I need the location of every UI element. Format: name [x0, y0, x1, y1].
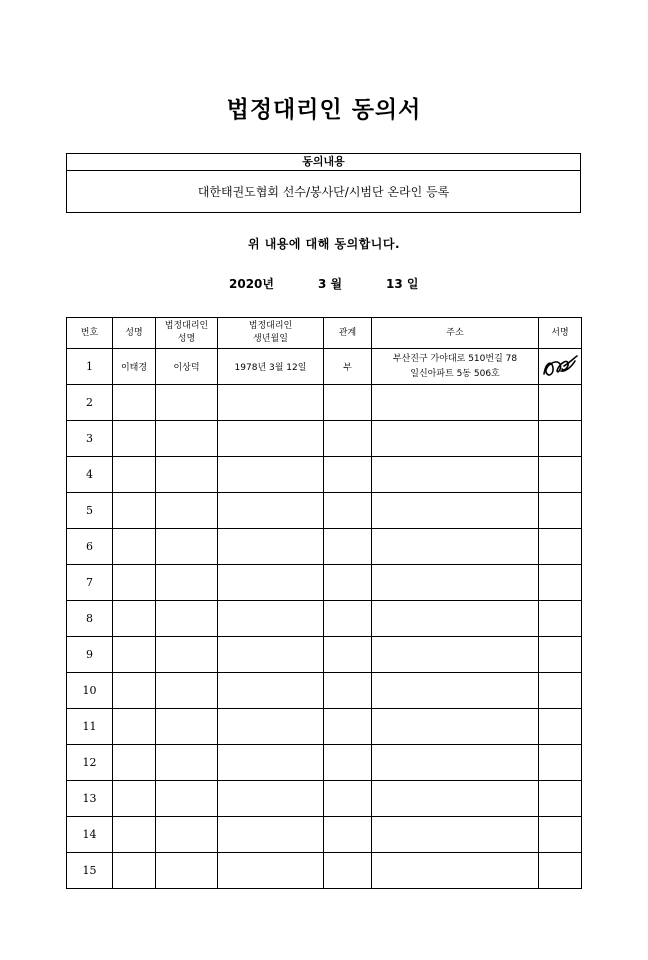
- table-row: [67, 457, 582, 493]
- relation-cell: [324, 817, 372, 853]
- table-row: [67, 853, 582, 889]
- participant-name-cell: [113, 385, 156, 421]
- consent-table: [66, 317, 582, 889]
- header-signature: 서명: [539, 318, 582, 349]
- guardian-name-cell: [156, 637, 218, 673]
- address-cell: [372, 781, 539, 817]
- address-line2: 일신아파트 5동 506호: [410, 368, 500, 379]
- date-year: 2020년: [229, 277, 274, 291]
- address-cell: [372, 853, 539, 889]
- guardian-name-cell: [156, 421, 218, 457]
- handwritten-signature-icon: [540, 352, 580, 382]
- participant-name-cell: [113, 493, 156, 529]
- address-cell: [372, 637, 539, 673]
- date-month: 3 월: [318, 277, 343, 291]
- table-row: [67, 637, 582, 673]
- table-row: [67, 817, 582, 853]
- table-row: [67, 421, 582, 457]
- guardian-birth-cell: [218, 385, 324, 421]
- participant-name-cell: [113, 457, 156, 493]
- document-title: 법정대리인 동의서: [226, 97, 422, 123]
- participant-name-cell: [113, 709, 156, 745]
- date-day: 13 일: [386, 277, 419, 291]
- guardian-name-cell: [156, 457, 218, 493]
- relation-cell: [324, 709, 372, 745]
- relation-cell: [324, 853, 372, 889]
- address-cell: [372, 565, 539, 601]
- address-cell: [372, 673, 539, 709]
- row-number: 12: [67, 745, 113, 781]
- guardian-name-cell: [156, 385, 218, 421]
- signature-cell: [539, 457, 582, 493]
- table-row: [67, 493, 582, 529]
- signature-cell: [539, 349, 582, 385]
- consent-header: 동의내용: [67, 154, 580, 171]
- guardian-birth-cell: [218, 781, 324, 817]
- row-number: 1: [67, 349, 113, 385]
- participant-name-cell: [113, 565, 156, 601]
- guardian-name: 이상덕: [156, 349, 218, 385]
- address-cell: [372, 493, 539, 529]
- header-name: 성명: [113, 318, 156, 349]
- table-row: [67, 709, 582, 745]
- address: [372, 349, 539, 385]
- address-cell: [372, 745, 539, 781]
- relation-cell: [324, 493, 372, 529]
- participant-name-cell: [113, 637, 156, 673]
- participant-name-cell: [113, 853, 156, 889]
- guardian-birth-cell: [218, 709, 324, 745]
- row-number: 11: [67, 709, 113, 745]
- guardian-birth-cell: [218, 457, 324, 493]
- guardian-name-cell: [156, 493, 218, 529]
- guardian-birth-cell: [218, 673, 324, 709]
- table-row: [67, 385, 582, 421]
- address-cell: [372, 421, 539, 457]
- relation-cell: [324, 565, 372, 601]
- signature-cell: [539, 745, 582, 781]
- guardian-name-cell: [156, 745, 218, 781]
- guardian-birth: 1978년 3월 12일: [218, 349, 324, 385]
- relation-cell: [324, 745, 372, 781]
- signature-cell: [539, 421, 582, 457]
- guardian-birth-cell: [218, 421, 324, 457]
- consent-section: [66, 153, 581, 213]
- row-number: 15: [67, 853, 113, 889]
- signature-cell: [539, 853, 582, 889]
- signature-cell: [539, 709, 582, 745]
- participant-name-cell: [113, 529, 156, 565]
- address-cell: [372, 529, 539, 565]
- header-relation: 관계: [324, 318, 372, 349]
- relation-cell: [324, 637, 372, 673]
- header-guardian-name-line1: 법정대리인: [164, 321, 209, 331]
- signature-cell: [539, 637, 582, 673]
- guardian-name-cell: [156, 709, 218, 745]
- table-row: [67, 349, 582, 385]
- guardian-name-cell: [156, 565, 218, 601]
- table-row: [67, 745, 582, 781]
- header-address: 주소: [372, 318, 539, 349]
- signature-cell: [539, 565, 582, 601]
- header-guardian-name: [156, 318, 218, 349]
- guardian-birth-cell: [218, 853, 324, 889]
- header-guardian-birth: [218, 318, 324, 349]
- signature-cell: [539, 601, 582, 637]
- consent-statement: 위 내용에 대해 동의합니다.: [247, 237, 401, 251]
- signature-cell: [539, 385, 582, 421]
- guardian-birth-cell: [218, 817, 324, 853]
- guardian-birth-cell: [218, 493, 324, 529]
- header-number: 번호: [67, 318, 113, 349]
- row-number: 3: [67, 421, 113, 457]
- signature-cell: [539, 493, 582, 529]
- participant-name-cell: [113, 781, 156, 817]
- table-row: [67, 565, 582, 601]
- address-cell: [372, 457, 539, 493]
- row-number: 4: [67, 457, 113, 493]
- participant-name-cell: [113, 421, 156, 457]
- signature-cell: [539, 817, 582, 853]
- relation-cell: [324, 529, 372, 565]
- table-header-row: [67, 318, 582, 349]
- guardian-name-cell: [156, 853, 218, 889]
- table-row: [67, 529, 582, 565]
- relation-cell: [324, 457, 372, 493]
- table-row: [67, 601, 582, 637]
- address-line1: 부산진구 가야대로 510번길 78: [392, 353, 518, 364]
- guardian-birth-cell: [218, 565, 324, 601]
- consent-content: 대한태권도협회 선수/봉사단/시범단 온라인 등록: [197, 185, 450, 199]
- relation-cell: [324, 781, 372, 817]
- guardian-name-cell: [156, 529, 218, 565]
- relation-cell: [324, 385, 372, 421]
- participant-name: 이태경: [113, 349, 156, 385]
- row-number: 7: [67, 565, 113, 601]
- header-guardian-name-line2: 성명: [177, 334, 196, 344]
- address-cell: [372, 385, 539, 421]
- guardian-birth-cell: [218, 601, 324, 637]
- participant-name-cell: [113, 673, 156, 709]
- signature-cell: [539, 673, 582, 709]
- guardian-name-cell: [156, 601, 218, 637]
- header-guardian-birth-line1: 법정대리인: [248, 321, 293, 331]
- row-number: 2: [67, 385, 113, 421]
- relation-cell: [324, 421, 372, 457]
- row-number: 6: [67, 529, 113, 565]
- address-cell: [372, 709, 539, 745]
- row-number: 13: [67, 781, 113, 817]
- relation: 부: [324, 349, 372, 385]
- table-row: [67, 781, 582, 817]
- row-number: 10: [67, 673, 113, 709]
- signature-cell: [539, 781, 582, 817]
- row-number: 5: [67, 493, 113, 529]
- guardian-name-cell: [156, 673, 218, 709]
- participant-name-cell: [113, 601, 156, 637]
- relation-cell: [324, 601, 372, 637]
- signature-cell: [539, 529, 582, 565]
- address-cell: [372, 817, 539, 853]
- participant-name-cell: [113, 745, 156, 781]
- guardian-birth-cell: [218, 529, 324, 565]
- table-row: [67, 673, 582, 709]
- guardian-name-cell: [156, 817, 218, 853]
- row-number: 8: [67, 601, 113, 637]
- guardian-birth-cell: [218, 745, 324, 781]
- relation-cell: [324, 673, 372, 709]
- row-number: 14: [67, 817, 113, 853]
- row-number: 9: [67, 637, 113, 673]
- guardian-birth-cell: [218, 637, 324, 673]
- address-cell: [372, 601, 539, 637]
- header-guardian-birth-line2: 생년월일: [253, 334, 288, 344]
- guardian-name-cell: [156, 781, 218, 817]
- participant-name-cell: [113, 817, 156, 853]
